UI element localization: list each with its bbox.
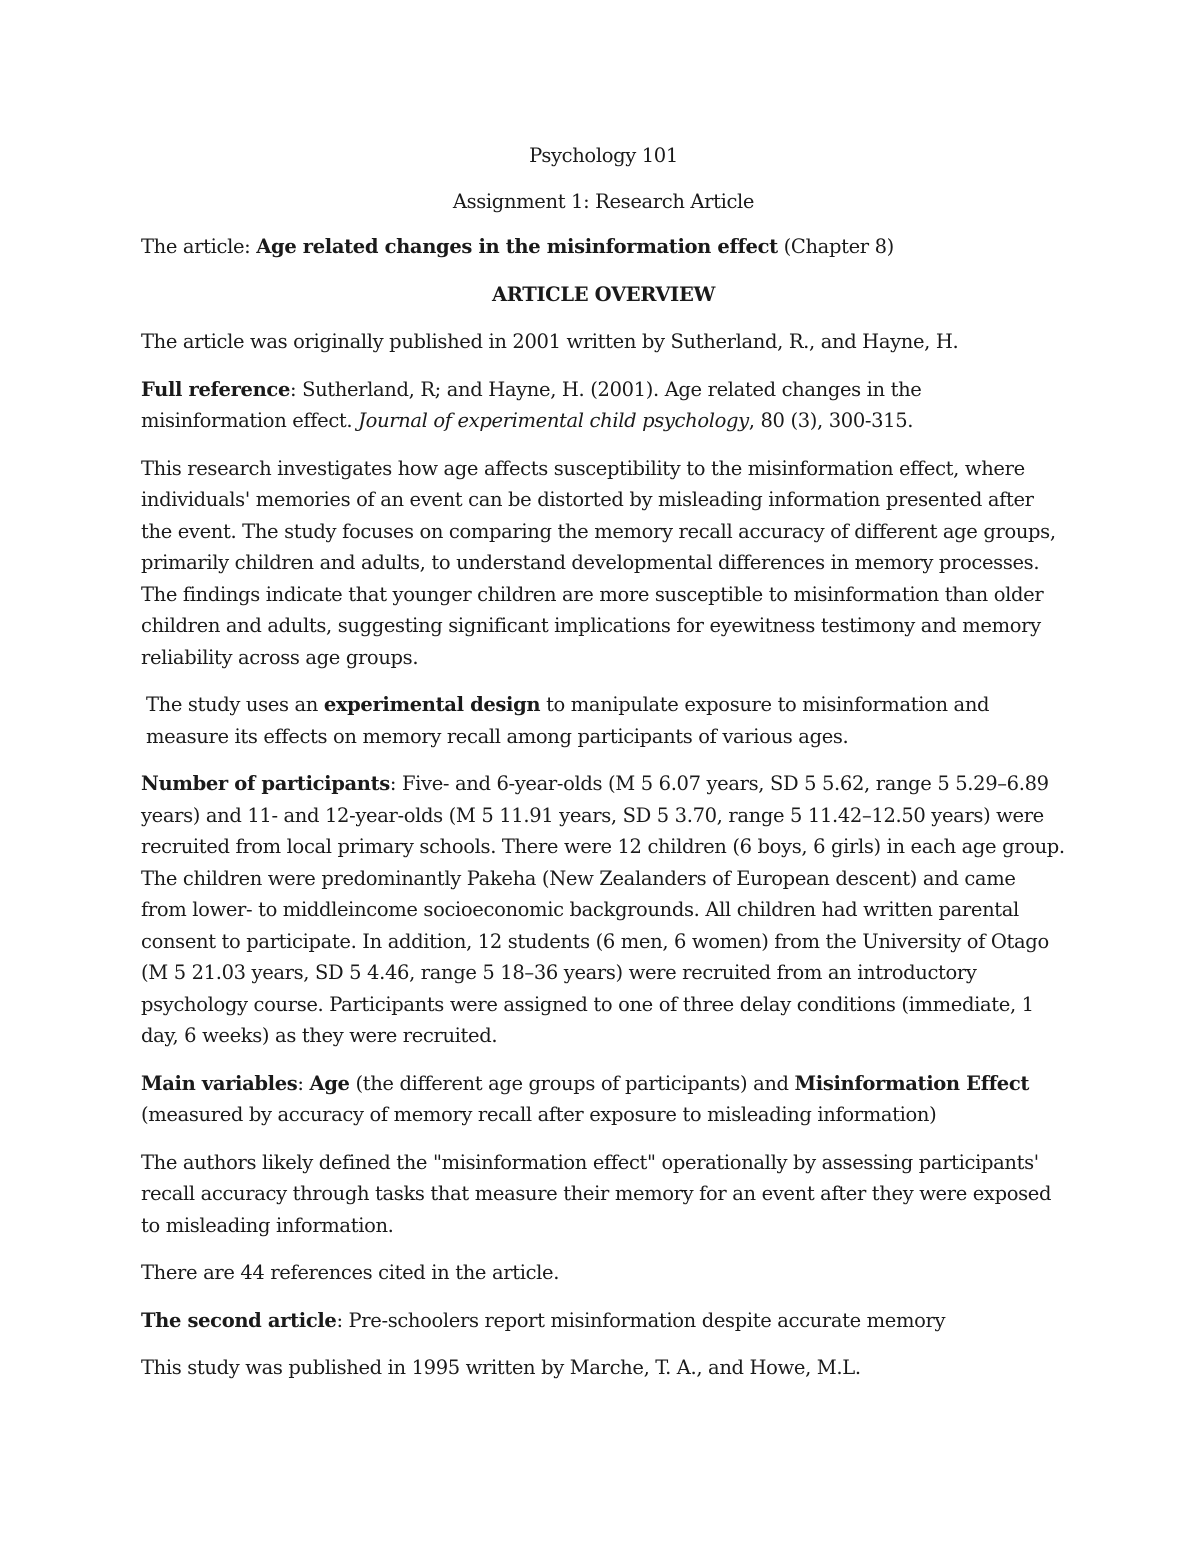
second-article-paragraph	[141, 1305, 1066, 1337]
variable-age-desc: (the different age groups of participants) and	[349, 1071, 795, 1095]
operational-paragraph: The authors likely defined the "misinformation effect" operationally by assessing participants' recall accuracy through tasks that measure their memory for an event after they were exposed to misleading information.	[141, 1150, 1052, 1237]
second-article-text: : Pre-schoolers report misinformation despite accurate memory	[336, 1308, 946, 1332]
design-paragraph	[141, 689, 1066, 752]
participants-label: Number of participants	[141, 772, 390, 795]
participants-paragraph	[141, 768, 1066, 1052]
document-page	[141, 140, 1066, 1400]
article-line-suffix: (Chapter 8)	[777, 235, 894, 258]
variables-paragraph	[141, 1068, 1066, 1131]
full-reference-volume: , 80 (3), 300-315.	[748, 409, 914, 432]
variables-sep: :	[297, 1071, 310, 1095]
article-title: Age related changes in the misinformation effect	[256, 235, 778, 258]
overview-heading-text: ARTICLE OVERVIEW	[491, 282, 716, 306]
design-after: to manipulate exposure to misinformation and measure its effects on memory recall among participants of various ages.	[146, 693, 990, 748]
second-article-label: The second article	[141, 1308, 337, 1332]
variable-misinformation: Misinformation Effect	[794, 1071, 1030, 1095]
design-bold: experimental design	[323, 693, 541, 716]
course-title: Psychology 101	[529, 144, 678, 167]
variable-age: Age	[309, 1071, 350, 1095]
full-reference-authors: : Sutherland, R; and Hayne, H. (2001). Age related changes in the misinformation effect.	[141, 377, 922, 432]
article-line-prefix: The article:	[141, 235, 257, 258]
design-before: The study uses an	[146, 693, 324, 716]
participants-text: : Five- and 6-year-olds (M 5 6.07 years, SD 5 5.62, range 5 5.29–6.89 years) and 11- and 12-year-olds (M 5 11.91 years, SD 5 3.70, range 5 11.42–12.50 years) were recruited from local primary schools. There were 12 children (6 boys, 6 girls) in each age group. The children were predominantly Pakeha (New Zealanders of European descent) and came from lower- to middleincome socioeconomic backgrounds. All children had written parental consent to participate. In addition, 12 students (6 men, 6 women) from the University of Otago (M 5 21.03 years, SD 5 4.46, range 5 18–36 years) were recruited from an introductory psychology course. Participants were assigned to one of three delay conditions (immediate, 1 day, 6 weeks) as they were recruited.	[141, 772, 1065, 1047]
variables-label: Main variables	[141, 1071, 298, 1095]
assignment-title: Assignment 1: Research Article	[452, 189, 755, 213]
published-paragraph: The article was originally published in 2001 written by Sutherland, R., and Hayne, H.	[141, 330, 959, 353]
second-published-paragraph: This study was published in 1995 written by Marche, T. A., and Howe, M.L.	[141, 1356, 861, 1379]
variable-misinformation-desc: (measured by accuracy of memory recall after exposure to misleading information)	[141, 1103, 937, 1126]
journal-name: Journal of experimental child psychology	[358, 409, 749, 432]
full-reference-paragraph	[141, 374, 1066, 437]
article-line	[141, 231, 1066, 263]
overview-heading	[141, 279, 1066, 311]
references-paragraph: There are 44 references cited in the article.	[141, 1261, 560, 1284]
full-reference-label: Full reference	[141, 377, 290, 401]
summary-paragraph: This research investigates how age affects susceptibility to the misinformation effect, where individuals' memories of an event can be distorted by misleading information presented after the event. The study focuses on comparing the memory recall accuracy of different age groups, primarily children and adults, to understand developmental differences in memory processes. The findings indicate that younger children are more susceptible to misinformation than older children and adults, suggesting significant implications for eyewitness testimony and memory reliability across age groups.	[141, 456, 1056, 669]
